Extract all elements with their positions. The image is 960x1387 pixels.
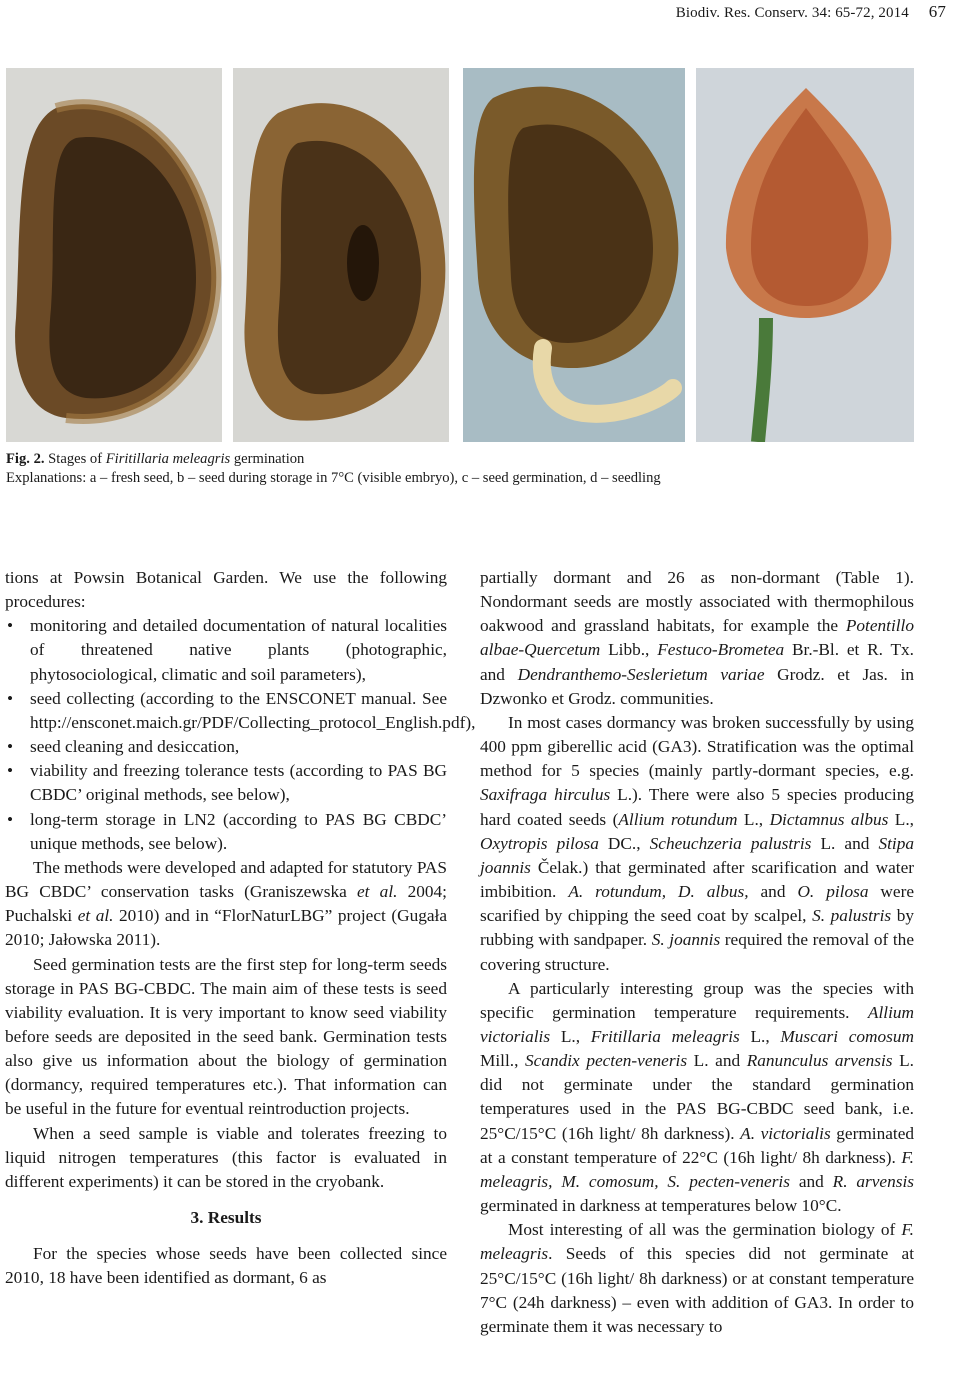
paragraph-germination-tests: Seed germination tests are the first step for long-term seeds storage in PAS BG-CBDC. The main aim of these tests is seed viability evaluation. It is very important to know seed viability before seeds are deposited in the seed bank. Germination tests also give us information about the biology of germination (dormancy, required temperatures etc.). That information can be useful in the future for eventual reintroduction projects. (5, 954, 447, 1119)
list-item: • seed cleaning and desiccation, (5, 735, 447, 759)
panel-a-fresh-seed-photo (6, 68, 222, 442)
section-heading-results: 3. Results (190, 1208, 262, 1228)
paragraph-nondormant: partially dormant and 26 as non-dormant (Table 1). Nondormant seeds are mostly associated with thermophilous oakwood and grassland habitats, for example the Potentillo albae-Quercetum Libb., Festuco-Brometea Br.-Bl. et R. Tx. and Dendranthemo-Seslerietum variae Grodz. et Jas. in Dzwonko et Grodz. communities. (480, 568, 914, 708)
figure-caption (6, 450, 946, 488)
paragraph-dormancy-broken: In most cases dormancy was broken successfully by using 400 ppm giberellic acid (GA3). Stratification was the optimal method for 5 species (mainly partly-dormant species, e.g. Saxifraga hirculus L.). There were also 5 species producing hard coated seeds (Allium rotundum L., Dictamnus albus L., Oxytropis pilosa DC., Scheuchzeria palustris L. and Stipa joannis Čelak.) that germinated after scarification and water imbibition. A. rotundum, D. albus, and O. pilosa were scarified by chipping the seed coat by scalpel, S. palustris by rubbing with sandpaper. S. joannis required the removal of the covering structure. (480, 712, 915, 974)
list-item: • viability and freezing tolerance tests (according to PAS BG CBDC’ original methods, see below), (5, 759, 447, 807)
list-item: • seed collecting (according to the ENSCONET manual. See http://ensconet.maich.gr/PDF/Collecting_protocol_English.pdf), (5, 687, 447, 735)
caption-species: Firitillaria meleagris (105, 451, 231, 467)
paragraph-results-intro: For the species whose seeds have been collected since 2010, 18 have been identified as dormant, 6 as (5, 1244, 447, 1288)
paragraph-procedures-intro: tions at Powsin Botanical Garden. We use the following procedures: (5, 568, 447, 612)
paragraph-methods: The methods were developed and adapted for statutory PAS BG CBDC’ conservation tasks (Graniszewska et al. 2004; Puchalski et al. 2010) and in “FlorNaturLBG” project (Gugała 2010; Jałowska 2011). (5, 857, 448, 950)
procedures-list (5, 614, 476, 856)
paragraph-fritillaria: Most interesting of all was the germination biology of F. meleagris. Seeds of this species did not germinate at 25°C/15°C (16h light/ 8h darkness) or at constant temperature 7°C (24h darkness) – even with addition of GA3. In order to germinate them it was necessary to (480, 1220, 914, 1336)
paragraph-cryobank: When a seed sample is viable and tolerates freezing to liquid nitrogen temperatures (this factor is evaluated in different experiments) it can be stored in the cryobank. (5, 1123, 447, 1191)
list-item: • monitoring and detailed documentation of natural localities of threatened native plants (photographic, phytosociological, climatic and soil parameters), (5, 614, 447, 686)
caption-explanations: Explanations: a – fresh seed, b – seed during storage in 7°C (visible embryo), c – seed germination, d – seedling (6, 470, 661, 486)
paragraph-temperature-requirements: A particularly interesting group was the species with specific germination temperature requirements. Allium victorialis L., Fritillaria meleagris L., Muscari comosum Mill., Scandix pecten-veneris L. and Ranunculus arvensis L. did not germinate under the standard germination temperatures used in the PAS BG-CBDC seed bank, i.e. 25°C/15°C (16h light/ 8h darkness). A. victorialis germinated at a constant temperature of 22°C (16h light/ 8h darkness). F. meleagris, M. comosum, S. pecten-veneris and R. arvensis germinated in darkness at temperatures below 10°C. (480, 978, 915, 1216)
journal-citation: Biodiv. Res. Conserv. 34: 65-72, 2014 (675, 5, 909, 21)
panel-d-seedling-photo (696, 68, 914, 442)
caption-label: Fig. 2. (6, 451, 45, 467)
list-item: • long-term storage in LN2 (according to PAS BG CBDC’ unique methods, see below). (5, 808, 447, 856)
left-column (5, 566, 476, 1291)
right-column (480, 566, 914, 1339)
running-header (676, 2, 946, 22)
page-number: 67 (928, 2, 946, 21)
panel-b-stored-seed-photo (233, 68, 449, 442)
panel-c-germinating-seed-photo (463, 68, 685, 442)
caption-title: Fig. 2. Stages of Firitillaria meleagris germination (6, 451, 305, 467)
